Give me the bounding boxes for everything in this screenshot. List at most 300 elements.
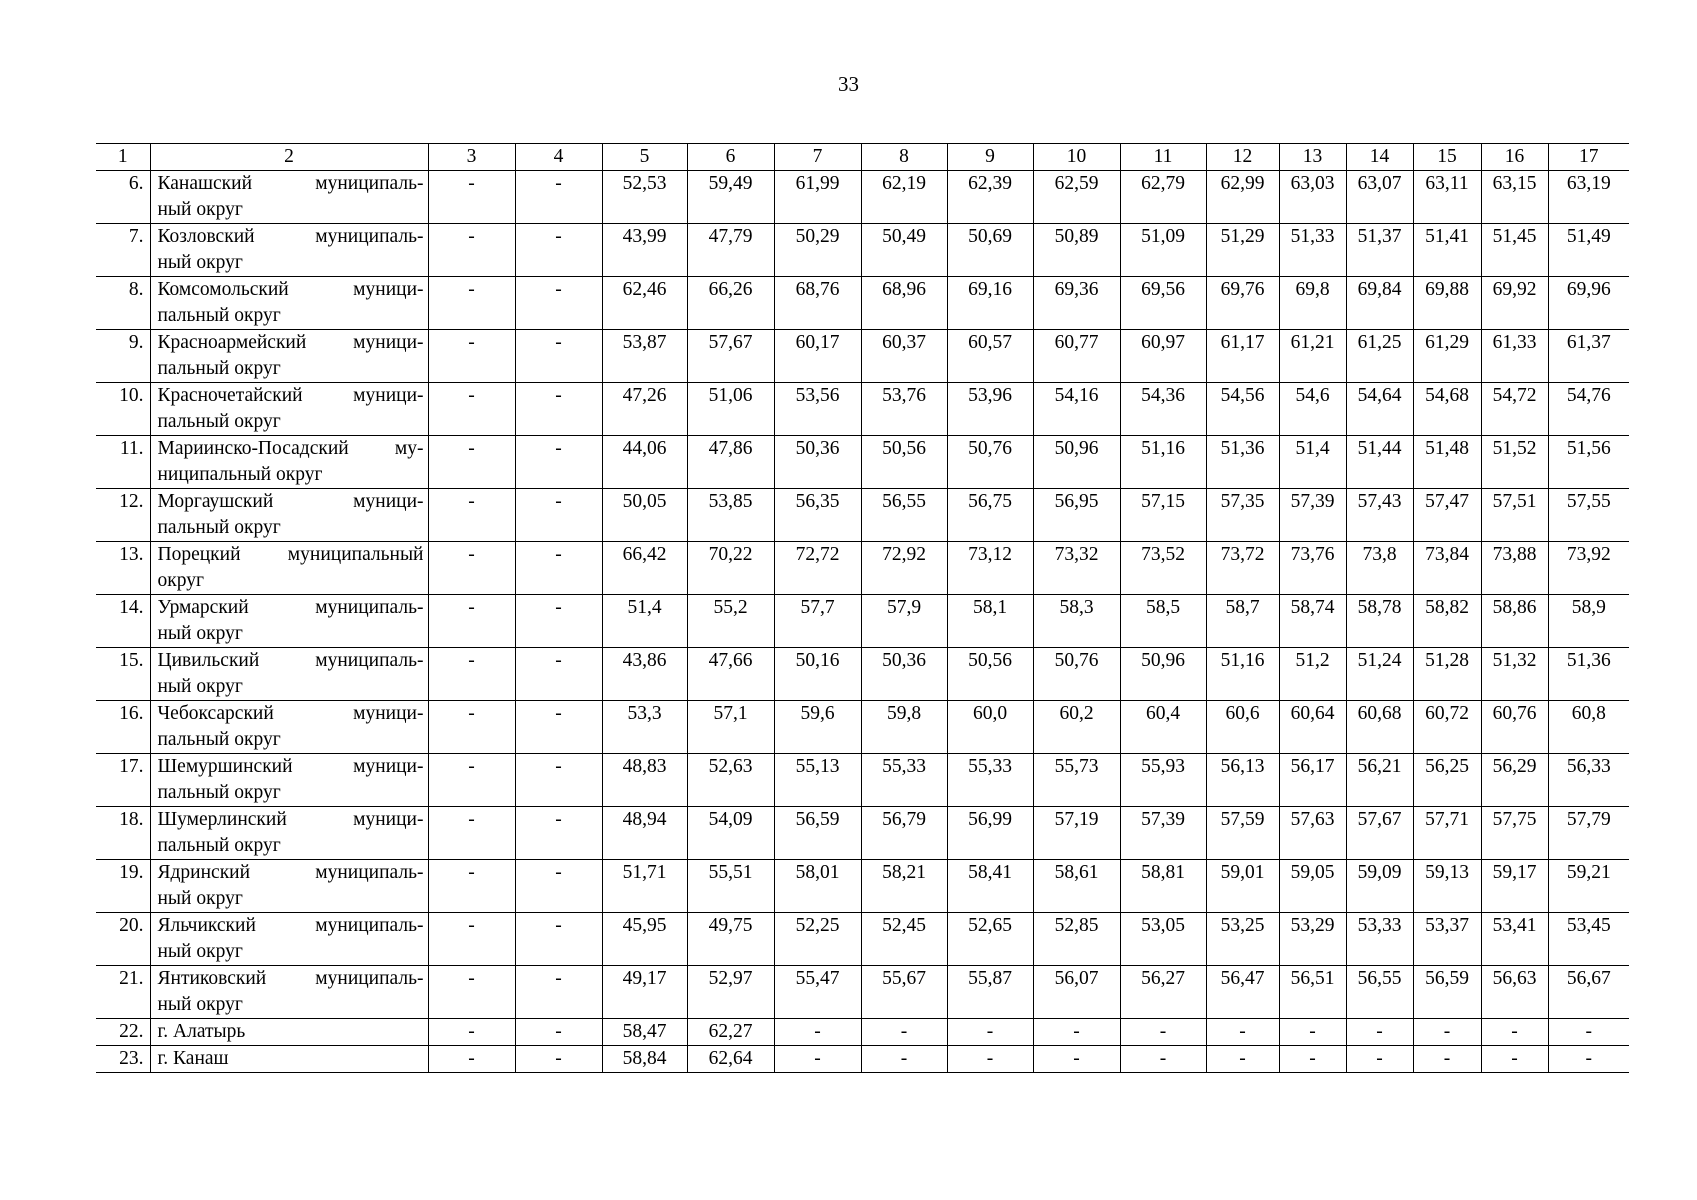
value-cell: - [1481,1046,1548,1073]
row-number: 10. [96,383,150,436]
value-cell: 50,89 [1033,224,1120,277]
value-cell: 53,96 [947,383,1033,436]
value-cell: 58,9 [1548,595,1629,648]
table-row [96,489,1629,542]
row-name-line: Красночетайский муници- [157,385,424,406]
value-cell: - [428,436,515,489]
value-cell: - [428,330,515,383]
data-table [96,143,1629,1073]
value-cell: 56,95 [1033,489,1120,542]
table-header-row [96,144,1629,171]
value-cell: 51,52 [1481,436,1548,489]
row-name [150,171,428,224]
value-cell: 57,7 [774,595,861,648]
header-cell: 4 [515,144,602,171]
row-name-line: г. Канаш [157,1048,229,1069]
value-cell: - [515,330,602,383]
value-cell: - [428,860,515,913]
value-cell: 51,36 [1206,436,1279,489]
row-name [150,648,428,701]
row-name-line: ный округ [157,941,243,962]
value-cell: 69,88 [1413,277,1481,330]
row-name-line: Мариинско-Посадский му- [157,438,424,459]
value-cell: - [1413,1019,1481,1046]
value-cell: 60,97 [1120,330,1206,383]
header-cell: 16 [1481,144,1548,171]
value-cell: 57,67 [1346,807,1413,860]
value-cell: 73,12 [947,542,1033,595]
value-cell: 53,87 [602,330,687,383]
row-name-line: Янтиковский муниципаль- [157,968,424,989]
value-cell: 51,06 [687,383,774,436]
row-number: 16. [96,701,150,754]
value-cell: 53,45 [1548,913,1629,966]
value-cell: 47,26 [602,383,687,436]
value-cell: - [515,754,602,807]
row-name [150,383,428,436]
value-cell: 57,63 [1279,807,1346,860]
value-cell: 50,96 [1120,648,1206,701]
value-cell: 54,56 [1206,383,1279,436]
value-cell: 57,1 [687,701,774,754]
value-cell: - [515,648,602,701]
value-cell: - [515,701,602,754]
value-cell: 59,05 [1279,860,1346,913]
row-name-line: пальный округ [157,782,281,803]
row-name-line: Красноармейский муници- [157,332,424,353]
table-row [96,277,1629,330]
value-cell: 45,95 [602,913,687,966]
value-cell: 56,35 [774,489,861,542]
value-cell: - [428,807,515,860]
value-cell: - [428,1046,515,1073]
row-name [150,595,428,648]
header-cell: 14 [1346,144,1413,171]
value-cell: 58,1 [947,595,1033,648]
value-cell: 56,59 [774,807,861,860]
header-cell: 3 [428,144,515,171]
value-cell: 56,75 [947,489,1033,542]
value-cell: 59,6 [774,701,861,754]
table-row [96,966,1629,1019]
value-cell: 57,9 [861,595,947,648]
row-name-line: Канашский муниципаль- [157,173,424,194]
value-cell: 66,42 [602,542,687,595]
value-cell: 51,09 [1120,224,1206,277]
value-cell: 57,39 [1279,489,1346,542]
value-cell: 68,76 [774,277,861,330]
value-cell: 50,16 [774,648,861,701]
value-cell: 50,96 [1033,436,1120,489]
value-cell: - [1548,1019,1629,1046]
value-cell: 51,45 [1481,224,1548,277]
value-cell: 73,88 [1481,542,1548,595]
value-cell: 51,44 [1346,436,1413,489]
value-cell: 60,6 [1206,701,1279,754]
row-name-line: ный округ [157,623,243,644]
value-cell: 59,13 [1413,860,1481,913]
value-cell: 51,71 [602,860,687,913]
value-cell: - [515,595,602,648]
value-cell: 51,28 [1413,648,1481,701]
value-cell: 57,67 [687,330,774,383]
value-cell: 73,52 [1120,542,1206,595]
value-cell: 60,37 [861,330,947,383]
table-row [96,913,1629,966]
value-cell: 57,71 [1413,807,1481,860]
value-cell: 69,8 [1279,277,1346,330]
table-row [96,1019,1629,1046]
header-cell: 6 [687,144,774,171]
value-cell: 51,16 [1206,648,1279,701]
row-number: 17. [96,754,150,807]
value-cell: 54,64 [1346,383,1413,436]
value-cell: 58,01 [774,860,861,913]
value-cell: - [774,1046,861,1073]
value-cell: 57,15 [1120,489,1206,542]
value-cell: 56,67 [1548,966,1629,1019]
value-cell: 50,76 [1033,648,1120,701]
value-cell: 57,79 [1548,807,1629,860]
value-cell: 73,72 [1206,542,1279,595]
row-number: 14. [96,595,150,648]
table-row [96,807,1629,860]
row-name-line: пальный округ [157,729,281,750]
value-cell: 51,4 [1279,436,1346,489]
row-name [150,277,428,330]
value-cell: - [1481,1019,1548,1046]
value-cell: 56,17 [1279,754,1346,807]
value-cell: - [515,966,602,1019]
row-name-line: пальный округ [157,517,281,538]
value-cell: 61,29 [1413,330,1481,383]
value-cell: 51,41 [1413,224,1481,277]
value-cell: 60,8 [1548,701,1629,754]
value-cell: - [428,648,515,701]
value-cell: 60,4 [1120,701,1206,754]
row-name [150,913,428,966]
value-cell: 73,84 [1413,542,1481,595]
row-name [150,807,428,860]
value-cell: 50,29 [774,224,861,277]
value-cell: - [515,913,602,966]
value-cell: 52,63 [687,754,774,807]
value-cell: 69,16 [947,277,1033,330]
value-cell: - [515,171,602,224]
value-cell: 56,79 [861,807,947,860]
row-name-line: Моргаушский муници- [157,491,424,512]
row-name-line: ный округ [157,676,243,697]
value-cell: 50,76 [947,436,1033,489]
value-cell: 73,32 [1033,542,1120,595]
row-number: 15. [96,648,150,701]
value-cell: 58,3 [1033,595,1120,648]
value-cell: 56,21 [1346,754,1413,807]
value-cell: 63,03 [1279,171,1346,224]
value-cell: 51,4 [602,595,687,648]
value-cell: 59,8 [861,701,947,754]
value-cell: - [428,701,515,754]
value-cell: - [1548,1046,1629,1073]
value-cell: 61,17 [1206,330,1279,383]
row-number: 20. [96,913,150,966]
value-cell: 73,76 [1279,542,1346,595]
value-cell: 72,72 [774,542,861,595]
value-cell: 56,25 [1413,754,1481,807]
table-row [96,754,1629,807]
header-cell: 17 [1548,144,1629,171]
value-cell: - [428,913,515,966]
row-name-line: Ядринский муниципаль- [157,862,424,883]
table-row [96,330,1629,383]
value-cell: - [428,277,515,330]
value-cell: 55,33 [861,754,947,807]
value-cell: 51,29 [1206,224,1279,277]
value-cell: 63,07 [1346,171,1413,224]
value-cell: 60,17 [774,330,861,383]
value-cell: 43,99 [602,224,687,277]
row-name [150,542,428,595]
row-name-line: ный округ [157,994,243,1015]
value-cell: - [1120,1019,1206,1046]
value-cell: 56,07 [1033,966,1120,1019]
value-cell: - [947,1046,1033,1073]
value-cell: 57,19 [1033,807,1120,860]
row-name-line: Урмарский муниципаль- [157,597,424,618]
row-name [150,966,428,1019]
value-cell: 55,87 [947,966,1033,1019]
value-cell: 51,36 [1548,648,1629,701]
value-cell: - [1206,1019,1279,1046]
value-cell: 48,94 [602,807,687,860]
header-cell: 12 [1206,144,1279,171]
row-name-line: Порецкий муниципальный [157,544,424,565]
value-cell: - [428,542,515,595]
value-cell: 58,21 [861,860,947,913]
value-cell: 58,74 [1279,595,1346,648]
value-cell: 59,17 [1481,860,1548,913]
value-cell: 53,29 [1279,913,1346,966]
value-cell: 56,27 [1120,966,1206,1019]
value-cell: - [428,383,515,436]
table-row [96,1046,1629,1073]
row-name-line: пальный округ [157,358,281,379]
value-cell: 58,41 [947,860,1033,913]
row-name [150,489,428,542]
value-cell: 54,72 [1481,383,1548,436]
value-cell: 53,33 [1346,913,1413,966]
value-cell: - [515,1046,602,1073]
header-cell: 5 [602,144,687,171]
value-cell: - [515,860,602,913]
value-cell: - [861,1046,947,1073]
header-cell: 7 [774,144,861,171]
value-cell: 60,0 [947,701,1033,754]
value-cell: 69,84 [1346,277,1413,330]
value-cell: 47,86 [687,436,774,489]
value-cell: 58,84 [602,1046,687,1073]
value-cell: 69,56 [1120,277,1206,330]
header-cell: 13 [1279,144,1346,171]
value-cell: 55,93 [1120,754,1206,807]
value-cell: 53,56 [774,383,861,436]
row-name-line: ный округ [157,252,243,273]
value-cell: 58,61 [1033,860,1120,913]
header-cell: 8 [861,144,947,171]
value-cell: 60,64 [1279,701,1346,754]
row-name [150,754,428,807]
value-cell: 59,01 [1206,860,1279,913]
value-cell: 63,15 [1481,171,1548,224]
row-number: 11. [96,436,150,489]
row-number: 23. [96,1046,150,1073]
row-name [150,436,428,489]
value-cell: 43,86 [602,648,687,701]
value-cell: - [1033,1019,1120,1046]
header-cell: 9 [947,144,1033,171]
value-cell: 62,27 [687,1019,774,1046]
value-cell: 55,67 [861,966,947,1019]
value-cell: 72,92 [861,542,947,595]
value-cell: 69,92 [1481,277,1548,330]
row-name [150,860,428,913]
value-cell: 47,66 [687,648,774,701]
value-cell: 56,63 [1481,966,1548,1019]
value-cell: - [515,542,602,595]
value-cell: 51,49 [1548,224,1629,277]
value-cell: - [515,224,602,277]
header-cell: 15 [1413,144,1481,171]
value-cell: - [1033,1046,1120,1073]
row-name-line: Комсомольский муници- [157,279,424,300]
value-cell: 51,56 [1548,436,1629,489]
value-cell: 58,7 [1206,595,1279,648]
value-cell: - [1413,1046,1481,1073]
value-cell: 47,79 [687,224,774,277]
value-cell: 56,29 [1481,754,1548,807]
value-cell: 48,83 [602,754,687,807]
value-cell: 57,55 [1548,489,1629,542]
value-cell: 53,3 [602,701,687,754]
value-cell: 55,51 [687,860,774,913]
value-cell: 56,51 [1279,966,1346,1019]
value-cell: 50,36 [861,648,947,701]
value-cell: 52,25 [774,913,861,966]
value-cell: 44,06 [602,436,687,489]
value-cell: 60,77 [1033,330,1120,383]
value-cell: 61,25 [1346,330,1413,383]
value-cell: - [1346,1046,1413,1073]
header-cell: 11 [1120,144,1206,171]
value-cell: 57,75 [1481,807,1548,860]
value-cell: 53,76 [861,383,947,436]
row-number: 6. [96,171,150,224]
value-cell: 54,16 [1033,383,1120,436]
value-cell: 68,96 [861,277,947,330]
table-row [96,595,1629,648]
value-cell: 52,65 [947,913,1033,966]
value-cell: 57,51 [1481,489,1548,542]
value-cell: 54,09 [687,807,774,860]
value-cell: 50,69 [947,224,1033,277]
value-cell: 54,76 [1548,383,1629,436]
value-cell: - [428,224,515,277]
value-cell: - [515,277,602,330]
row-number: 9. [96,330,150,383]
value-cell: 55,33 [947,754,1033,807]
table-row [96,224,1629,277]
table-row [96,436,1629,489]
value-cell: 69,36 [1033,277,1120,330]
value-cell: 61,33 [1481,330,1548,383]
value-cell: - [1206,1046,1279,1073]
value-cell: 55,47 [774,966,861,1019]
value-cell: 59,21 [1548,860,1629,913]
value-cell: 51,33 [1279,224,1346,277]
header-cell: 1 [96,144,150,171]
value-cell: 53,85 [687,489,774,542]
row-number: 8. [96,277,150,330]
row-name [150,1019,428,1046]
value-cell: 70,22 [687,542,774,595]
value-cell: 49,17 [602,966,687,1019]
row-name-line: Чебоксарский муници- [157,703,424,724]
value-cell: 56,55 [861,489,947,542]
value-cell: - [1279,1046,1346,1073]
row-name-line: Шумерлинский муници- [157,809,424,830]
value-cell: 58,82 [1413,595,1481,648]
row-name-line: пальный округ [157,305,281,326]
value-cell: 58,5 [1120,595,1206,648]
value-cell: 56,99 [947,807,1033,860]
value-cell: 69,76 [1206,277,1279,330]
value-cell: 56,47 [1206,966,1279,1019]
value-cell: 62,46 [602,277,687,330]
value-cell: 52,45 [861,913,947,966]
value-cell: 61,21 [1279,330,1346,383]
value-cell: 50,49 [861,224,947,277]
row-name-line: г. Алатырь [157,1021,246,1042]
table-row [96,171,1629,224]
value-cell: 62,39 [947,171,1033,224]
value-cell: 57,43 [1346,489,1413,542]
value-cell: 51,24 [1346,648,1413,701]
row-name-line: ный округ [157,888,243,909]
value-cell: 58,81 [1120,860,1206,913]
value-cell: 51,48 [1413,436,1481,489]
row-number: 21. [96,966,150,1019]
value-cell: - [515,436,602,489]
value-cell: - [861,1019,947,1046]
value-cell: 73,8 [1346,542,1413,595]
value-cell: 50,36 [774,436,861,489]
value-cell: 60,2 [1033,701,1120,754]
row-number: 7. [96,224,150,277]
value-cell: - [428,595,515,648]
row-name-line: пальный округ [157,835,281,856]
row-name-line: пальный округ [157,411,281,432]
row-number: 19. [96,860,150,913]
value-cell: 56,55 [1346,966,1413,1019]
value-cell: - [428,489,515,542]
value-cell: 54,6 [1279,383,1346,436]
value-cell: 57,59 [1206,807,1279,860]
table-row [96,648,1629,701]
value-cell: 62,79 [1120,171,1206,224]
value-cell: 73,92 [1548,542,1629,595]
value-cell: 57,47 [1413,489,1481,542]
row-name [150,1046,428,1073]
